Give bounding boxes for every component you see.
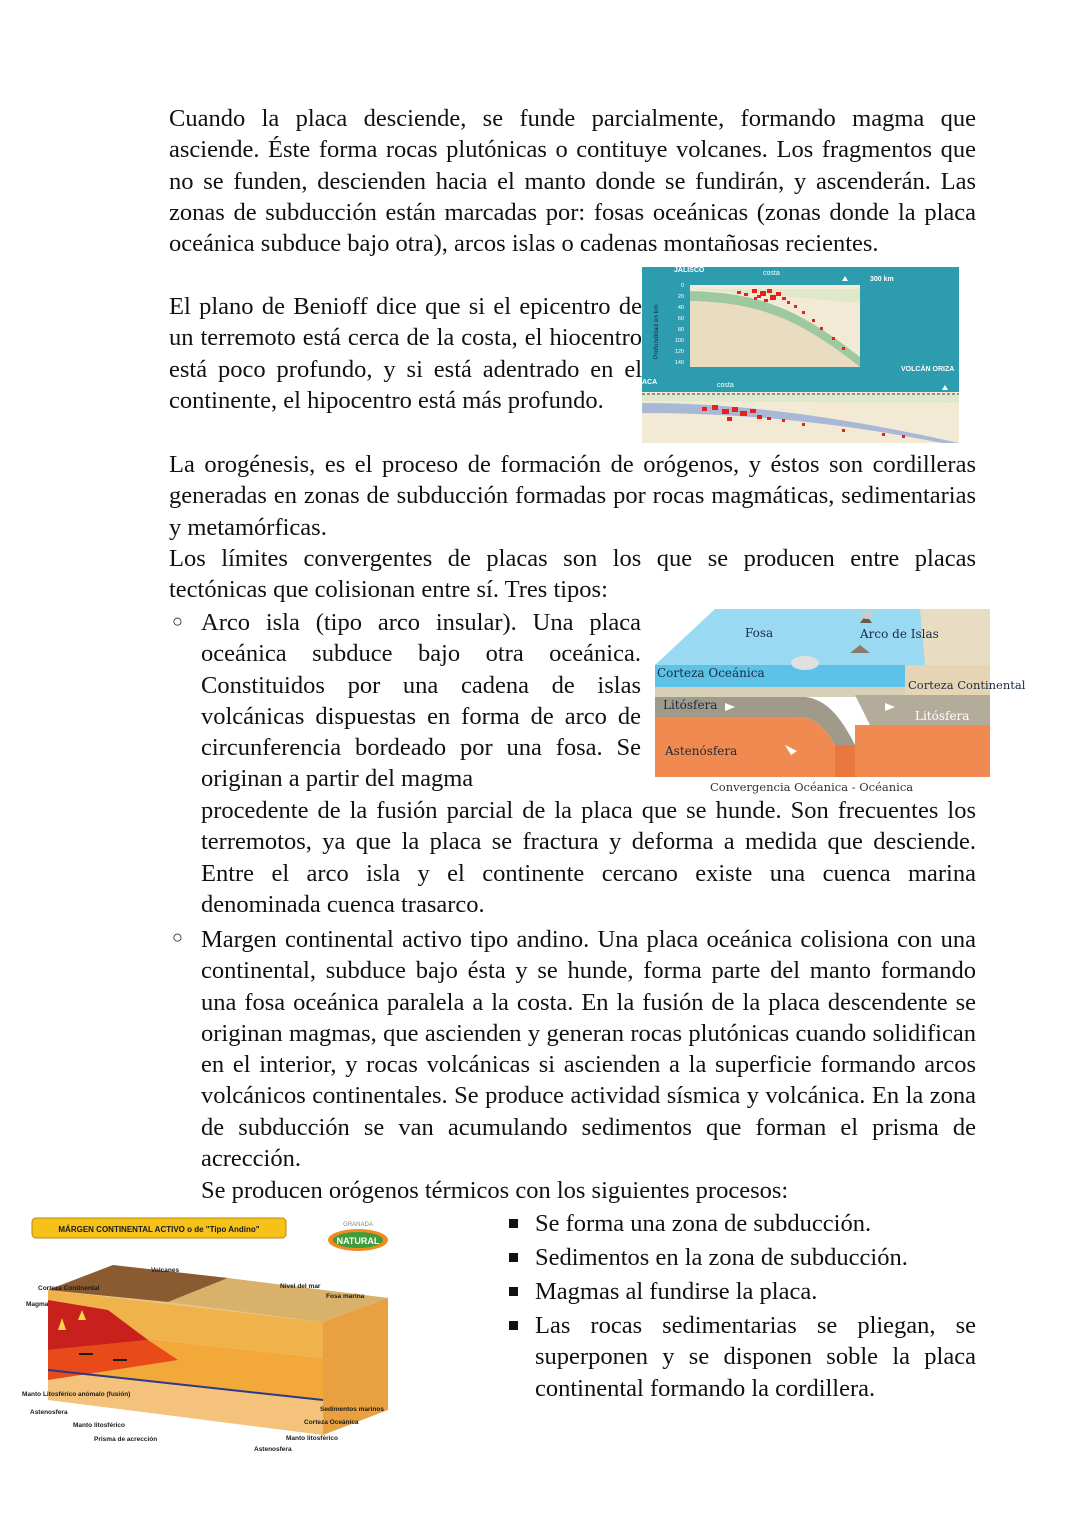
benioff-label-costa2: costa [717,382,734,389]
andino-label-manto-anomalo: Manto Litosférico anómalo (fusión) [22,1391,131,1398]
benioff-tick: 60 [677,316,684,322]
arco-label-litosfera-right: Litósfera [915,709,970,723]
arco-label-corteza-oceanica: Corteza Oceánica [657,666,765,680]
paragraph-arco-isla: Arco isla (tipo arco insular). Una placa oceánica subduce bajo otra oceánica. Constituidos por una cadena de islas volcánicas dispuestas en forma de arco de circunferencia bordeado por una fosa. Se originan a partir del magma [201,609,641,793]
square-bullet-icon [509,1253,518,1262]
arco-isla-figure [655,605,1026,797]
andino-label-corteza-oceanica: Corteza Oceánica [304,1419,359,1426]
arco-label-astenosfera: Astenósfera [665,744,738,758]
andino-logo: NATURAL [336,1236,380,1246]
arco-label-arco: Arco de Islas [860,627,939,641]
square-bullet-icon [509,1321,518,1330]
andino-label-volcanes: Volcanes [151,1267,180,1274]
square-bullet-icon [509,1219,518,1228]
proceso-item: Magmas al fundirse la placa. [535,1278,818,1305]
arco-label-litosfera-left: Litósfera [663,698,718,712]
andino-label-astenosfera-bottom: Astenosfera [254,1446,292,1453]
benioff-tick: 0 [680,283,684,289]
bullet-circle-icon: ○ [172,611,183,631]
paragraph-arco-isla-cont: procedente de la fusión parcial de la placa que se hunde. Son frecuentes los terremotos, ya que la placa se fractura y deforma a medida que desciende. Entre el arco isla y el continente cercano existe una cuenca marina denominada cuenca trasarco. [201,797,976,918]
andino-title: MÁRGEN CONTINENTAL ACTIVO o de "Tipo Andino" [58,1225,260,1234]
benioff-label-costa: costa [763,270,780,277]
andino-label-magma: Magma [26,1301,49,1308]
benioff-label-distance: 300 km [870,276,894,283]
benioff-label-jalisco: JALISCO [674,267,705,274]
benioff-tick: 100 [674,338,684,344]
paragraph-procesos-intro: Se producen orógenos térmicos con los siguientes procesos: [201,1177,789,1204]
arco-label-fosa: Fosa [745,626,774,640]
benioff-tick: 80 [677,327,684,333]
arco-label-corteza-continental: Corteza Continental [908,678,1026,692]
proceso-item: Se forma una zona de subducción. [535,1210,872,1237]
andino-label-sedimentos: Sedimentos marinos [320,1406,384,1413]
andino-label-manto-litosferico-left: Manto litosférico [73,1422,126,1429]
benioff-axis-label: Profundidad en km [653,304,660,359]
proceso-item: Sedimentos en la zona de subducción. [535,1244,908,1271]
arco-caption: Convergencia Océanica - Océanica [710,780,914,794]
andino-label-manto-litosferico-right: Manto litosférico [286,1435,339,1442]
andino-label-prisma: Prisma de acrección [94,1436,158,1443]
benioff-tick: 140 [674,360,684,366]
paragraph-margen-continental: Margen continental activo tipo andino. Una placa oceánica colisiona con una continental, subduce bajo ésta y se hunde, forma parte del manto formando una fosa oceánica paralela a la costa. En la fusión de la placa descendente se originan magmas, que ascienden y generan rocas plutónicas cuando solidifican en el interior, y rocas volcánicas si ascienden a la superficie formando arcos volcánicos continentales. Se produce actividad sísmica y volcánica. En la zona de subducción se van acumulando sedimentos que forman el prisma de acrección. [201,926,976,1173]
paragraph-convergentes: Los límites convergentes de placas son los que se producen entre placas tectónicas que colisionan entre sí. Tres tipos: [169,545,976,604]
square-bullet-icon [509,1287,518,1296]
benioff-tick: 20 [677,294,684,300]
benioff-figure [642,267,959,443]
andino-label-astenosfera-left: Astenosfera [30,1409,68,1416]
benioff-tick: 120 [674,349,684,355]
bullet-circle-icon: ○ [172,927,183,947]
paragraph-benioff: El plano de Benioff dice que si el epicentro de un terremoto está cerca de la costa, el hiocentro está poco profundo, y si está adentrado en el continente, el hipocentro está más profundo. [169,293,642,414]
proceso-item: Las rocas sedimentarias se pliegan, se superponen y se disponen soble la placa continental formando la cordillera. [535,1312,976,1402]
andino-label-fosa-marina: Fosa marina [326,1293,365,1300]
andino-label-corteza-continental: Corteza Continental [38,1285,100,1292]
andino-label-nivel-mar: Nivel del mar [280,1283,321,1290]
benioff-label-aca: ACA [642,379,658,386]
paragraph-orogenesis: La orogénesis, es el proceso de formación de orógenos, y éstos son cordilleras generadas en zonas de subducción formadas por rocas magmáticas, sedimentarias y metamórficas. [169,451,976,541]
andino-logo-top: GRANADA [343,1222,373,1228]
benioff-tick: 40 [677,305,684,311]
benioff-label-volcano: VOLCÁN ORIZA [901,366,955,373]
margen-andino-figure [18,1210,413,1460]
paragraph-intro: Cuando la placa desciende, se funde parcialmente, formando magma que asciende. Éste forma rocas plutónicas o contituye volcanes. Los fragmentos que no se funden, descienden hacia el manto donde se fundirán, y ascenderán. Las zonas de subducción están marcadas por: fosas oceánicas (zonas donde la placa oceánica subduce bajo otra), arcos islas o cadenas montañosas recientes. [169,105,976,258]
